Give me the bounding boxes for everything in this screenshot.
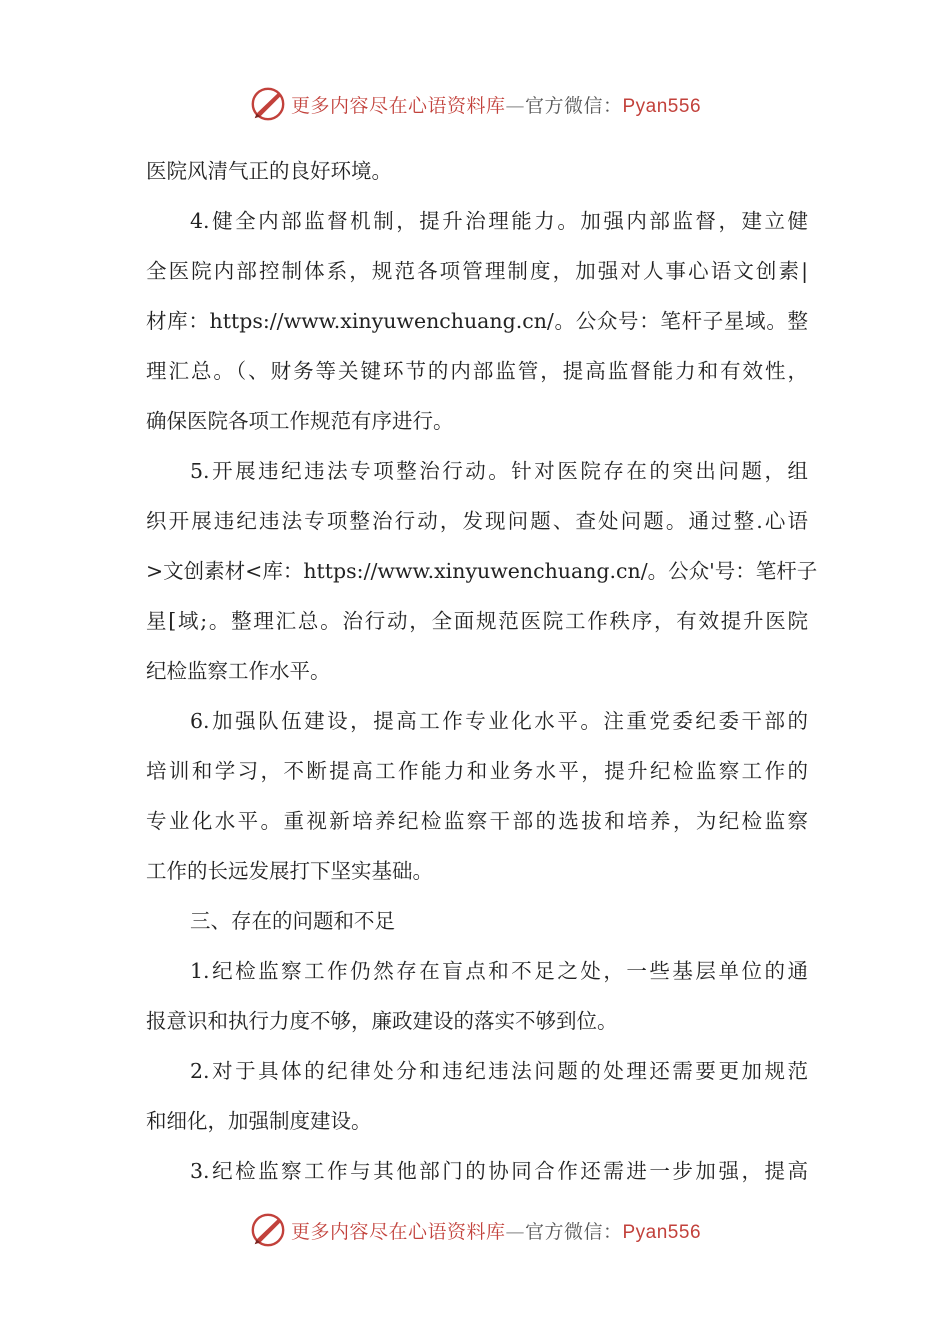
text-line: 3.纪检监察工作与其他部门的协同合作还需进一步加强，提高 [190, 1159, 808, 1183]
pen-logo-icon [249, 85, 287, 123]
text-line: 医院风清气正的良好环境。 [146, 159, 392, 183]
banner-dash: — [505, 94, 525, 117]
text-line: 纪检监察工作水平。 [146, 659, 331, 683]
text-line: 2.对于具体的纪律处分和违纪违法问题的处理还需要更加规范 [190, 1059, 808, 1083]
text-line: 1.纪检监察工作仍然存在盲点和不足之处，一些基层单位的通 [190, 959, 808, 983]
banner-dash: — [505, 1220, 525, 1243]
pen-logo-icon [249, 1211, 287, 1249]
banner-text [291, 1217, 701, 1244]
text-line: 5.开展违纪违法专项整治行动。针对医院存在的突出问题，组 [190, 459, 808, 483]
text-line: >文创素材<库：https://www.xinyuwenchuang.cn/。公众'号：笔杆子 [146, 559, 818, 583]
banner-text [291, 91, 701, 118]
banner-main-text: 更多内容尽在心语资料库 [290, 1220, 506, 1243]
section-heading: 三、存在的问题和不足 [190, 909, 395, 933]
document-body [146, 146, 818, 1196]
banner-handle: Pyan556 [622, 1221, 702, 1243]
text-line: 专业化水平。重视新培养纪检监察干部的选拔和培养，为纪检监察 [146, 809, 808, 833]
text-line: 工作的长远发展打下坚实基础。 [146, 859, 433, 883]
banner-wechat-label: 官方微信： [524, 1220, 623, 1243]
banner-wechat-label: 官方微信： [524, 94, 623, 117]
text-line: 和细化，加强制度建设。 [146, 1109, 372, 1133]
header-banner [0, 82, 950, 126]
banner-handle: Pyan556 [622, 95, 702, 117]
text-line: 4.健全内部监督机制，提升治理能力。加强内部监督，建立健 [190, 209, 808, 233]
banner-main-text: 更多内容尽在心语资料库 [290, 94, 506, 117]
text-line: 理汇总。（、财务等关键环节的内部监管，提高监督能力和有效性， [146, 359, 808, 383]
footer-banner [0, 1208, 950, 1252]
text-line: 材库：https://www.xinyuwenchuang.cn/。公众号：笔杆子星域。整 [146, 309, 808, 333]
text-line: 6.加强队伍建设，提高工作专业化水平。注重党委纪委干部的 [190, 709, 808, 733]
text-line: 报意识和执行力度不够，廉政建设的落实不够到位。 [146, 1009, 618, 1033]
text-line: 星[域;。整理汇总。治行动，全面规范医院工作秩序，有效提升医院 [146, 609, 808, 633]
text-line: 全医院内部控制体系，规范各项管理制度，加强对人事心语文创素| [146, 259, 808, 283]
text-line: 织开展违纪违法专项整治行动，发现问题、查处问题。通过整.心语 [146, 509, 808, 533]
text-line: 培训和学习，不断提高工作能力和业务水平，提升纪检监察工作的 [146, 759, 808, 783]
text-line: 确保医院各项工作规范有序进行。 [146, 409, 454, 433]
